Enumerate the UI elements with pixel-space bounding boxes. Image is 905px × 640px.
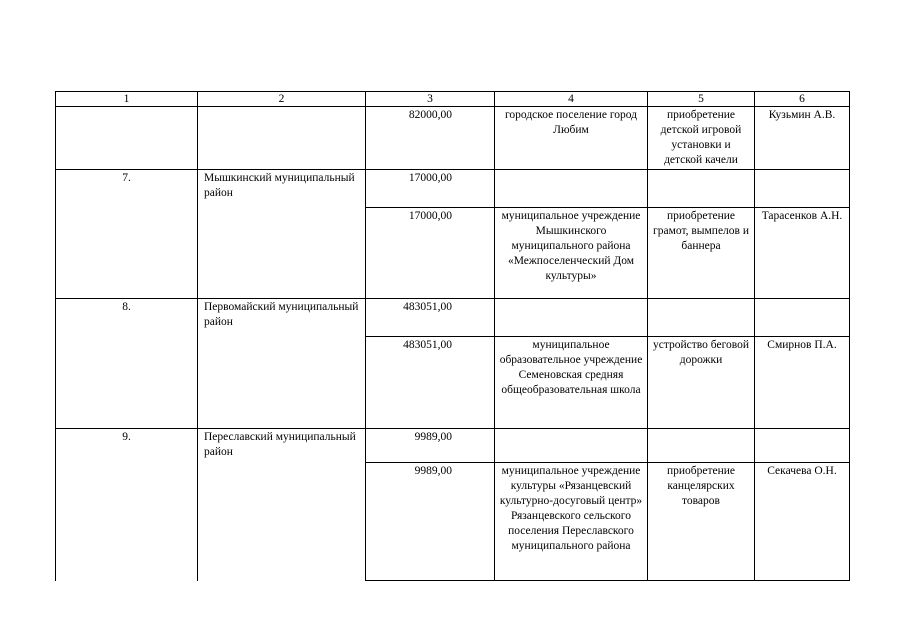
district-cell <box>198 107 366 170</box>
empty-cell <box>648 299 755 337</box>
column-number-2: 2 <box>198 92 366 107</box>
empty-cell <box>755 170 850 208</box>
column-number-row <box>56 92 850 107</box>
table-row <box>56 299 850 337</box>
row-number-cell: 7. <box>56 170 198 299</box>
recipient-cell: муниципальное учреждение культуры «Рязанцевский культурно-досуговый центр» Рязанцевского сельского поселения Переславского муниципального района <box>495 463 648 581</box>
district-total-cell: 17000,00 <box>366 170 495 208</box>
purpose-cell: приобретение грамот, вымпелов и баннера <box>648 208 755 299</box>
column-number-5: 5 <box>648 92 755 107</box>
row-number-cell: 8. <box>56 299 198 429</box>
allocation-table <box>55 91 850 581</box>
table-row <box>56 429 850 463</box>
recipient-cell: муниципальное образовательное учреждение Семеновская средняя общеобразовательная школа <box>495 337 648 429</box>
row-number-cell: 9. <box>56 429 198 581</box>
district-cell: Переславский муниципальный район <box>198 429 366 581</box>
empty-cell <box>495 170 648 208</box>
column-number-4: 4 <box>495 92 648 107</box>
empty-cell <box>648 170 755 208</box>
responsible-person-cell: Тарасенков А.Н. <box>755 208 850 299</box>
amount-cell: 483051,00 <box>366 337 495 429</box>
column-number-3: 3 <box>366 92 495 107</box>
district-cell: Мышкинский муниципальный район <box>198 170 366 299</box>
district-total-cell: 483051,00 <box>366 299 495 337</box>
responsible-person-cell: Смирнов П.А. <box>755 337 850 429</box>
purpose-cell: приобретение детской игровой установки и детской качели <box>648 107 755 170</box>
column-number-1: 1 <box>56 92 198 107</box>
empty-cell <box>648 429 755 463</box>
empty-cell <box>755 299 850 337</box>
table-row <box>56 107 850 170</box>
empty-cell <box>495 429 648 463</box>
district-total-cell: 9989,00 <box>366 429 495 463</box>
amount-cell: 9989,00 <box>366 463 495 581</box>
purpose-cell: устройство беговой дорожки <box>648 337 755 429</box>
row-number-cell <box>56 107 198 170</box>
empty-cell <box>755 429 850 463</box>
responsible-person-cell: Кузьмин А.В. <box>755 107 850 170</box>
recipient-cell: городское поселение город Любим <box>495 107 648 170</box>
recipient-cell: муниципальное учреждение Мышкинского муниципального района «Межпоселенческий Дом культуры» <box>495 208 648 299</box>
district-cell: Первомайский муниципальный район <box>198 299 366 429</box>
column-number-6: 6 <box>755 92 850 107</box>
amount-cell: 82000,00 <box>366 107 495 170</box>
amount-cell: 17000,00 <box>366 208 495 299</box>
purpose-cell: приобретение канцелярских товаров <box>648 463 755 581</box>
table-row <box>56 170 850 208</box>
empty-cell <box>495 299 648 337</box>
responsible-person-cell: Секачева О.Н. <box>755 463 850 581</box>
